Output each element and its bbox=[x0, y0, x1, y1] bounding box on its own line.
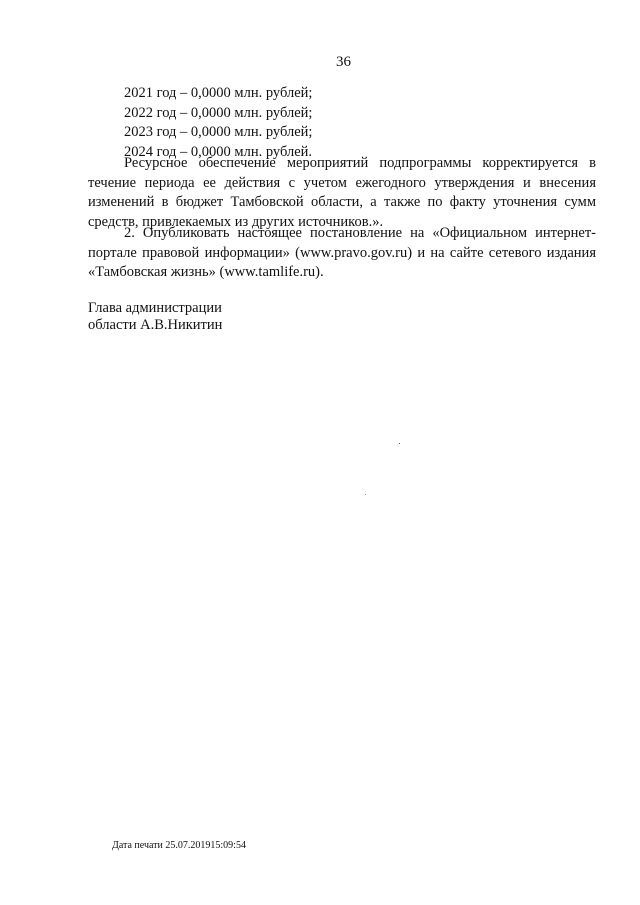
signature-block bbox=[88, 300, 222, 334]
signature-position-line1: Глава администрации bbox=[88, 300, 222, 316]
budget-list bbox=[124, 84, 312, 162]
scan-speck bbox=[399, 443, 400, 444]
signature-position-line2: области А.В.Никитин bbox=[88, 317, 223, 333]
paragraph-resources: Ресурсное обеспечение мероприятий подпрограммы корректируется в течение периода ее действия с учетом ежегодного утверждения и внесения изменений в бюджет Тамбовской области, а также по факту уточнения сумм средств, привлекаемых из других источников.». bbox=[88, 155, 596, 230]
budget-line-2024: 2024 год – 0,0000 млн. рублей. bbox=[124, 143, 313, 160]
print-date: Дата печати 25.07.201915:09:54 bbox=[112, 840, 246, 851]
page-number: 36 bbox=[336, 54, 351, 70]
budget-line-2023: 2023 год – 0,0000 млн. рублей; bbox=[124, 124, 313, 140]
scan-speck bbox=[365, 494, 366, 495]
budget-line-2021: 2021 год – 0,0000 млн. рублей; bbox=[124, 85, 313, 101]
paragraph-publish: 2. Опубликовать настоящее постановление на «Официальном интернет-портале правовой информации» (www.pravo.gov.ru) и на сайте сетевого издания «Тамбовская жизнь» (www.tamlife.ru). bbox=[88, 225, 596, 280]
budget-line-2022: 2022 год – 0,0000 млн. рублей; bbox=[124, 104, 313, 121]
